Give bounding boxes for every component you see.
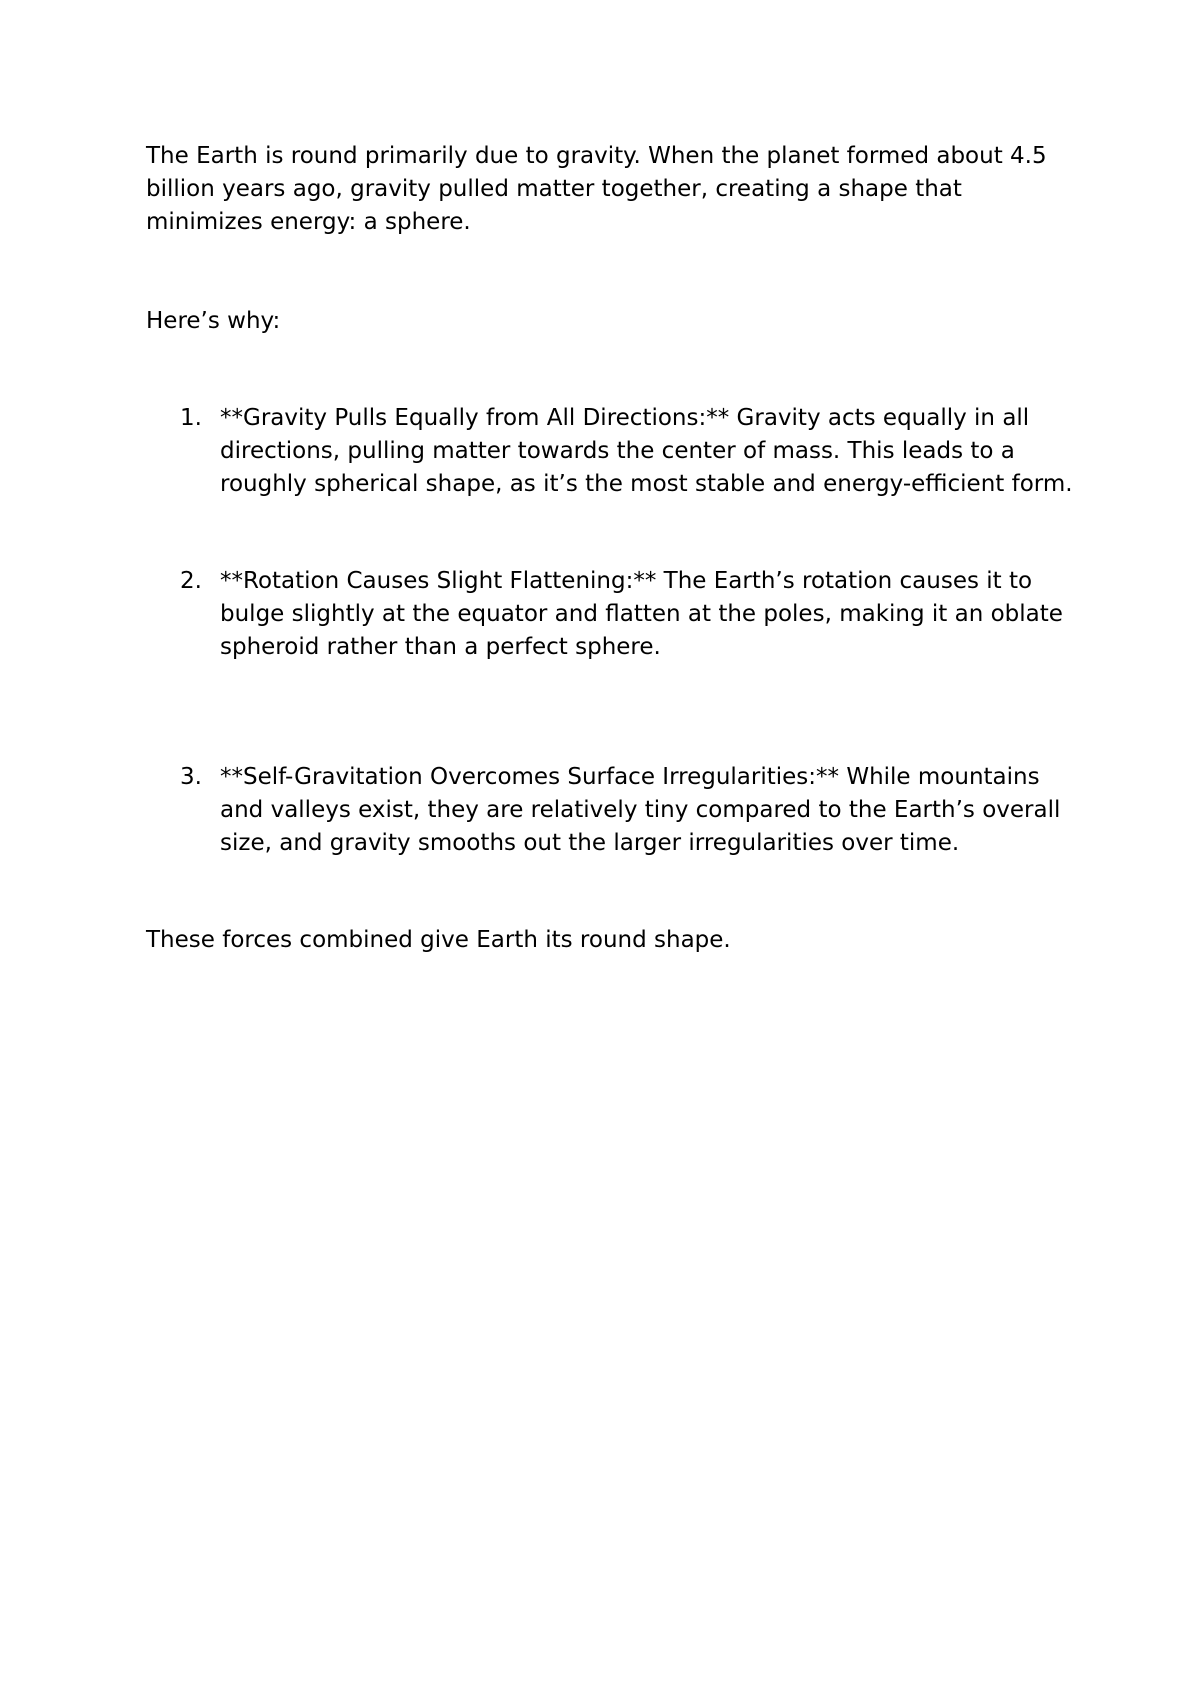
document-body — [146, 140, 1076, 957]
list-item — [146, 402, 1076, 501]
list-item-text: **Rotation Causes Slight Flattening:** The Earth’s rotation causes it to bulge slightly at the equator and flatten at the poles, making it an oblate spheroid rather than a perfect sphere. — [220, 568, 1063, 660]
reasons-list — [146, 402, 1076, 860]
list-number: 3. — [180, 764, 202, 790]
list-item-text: **Gravity Pulls Equally from All Directions:** Gravity acts equally in all directions, pulling matter towards the center of mass. This leads to a roughly spherical shape, as it’s the most stable and energy-efficient form. — [220, 405, 1073, 497]
lead-in-text: Here’s why: — [146, 308, 281, 334]
intro-paragraph: The Earth is round primarily due to gravity. When the planet formed about 4.5 billion years ago, gravity pulled matter together, creating a shape that minimizes energy: a sphere. — [146, 143, 1047, 235]
list-item-text: **Self-Gravitation Overcomes Surface Irregularities:** While mountains and valleys exist, they are relatively tiny compared to the Earth’s overall size, and gravity smooths out the larger irregularities over time. — [220, 764, 1061, 856]
conclusion-paragraph: These forces combined give Earth its round shape. — [146, 927, 731, 953]
list-item — [146, 761, 1076, 860]
list-item — [146, 565, 1076, 664]
list-number: 2. — [180, 568, 202, 594]
list-number: 1. — [180, 405, 202, 431]
